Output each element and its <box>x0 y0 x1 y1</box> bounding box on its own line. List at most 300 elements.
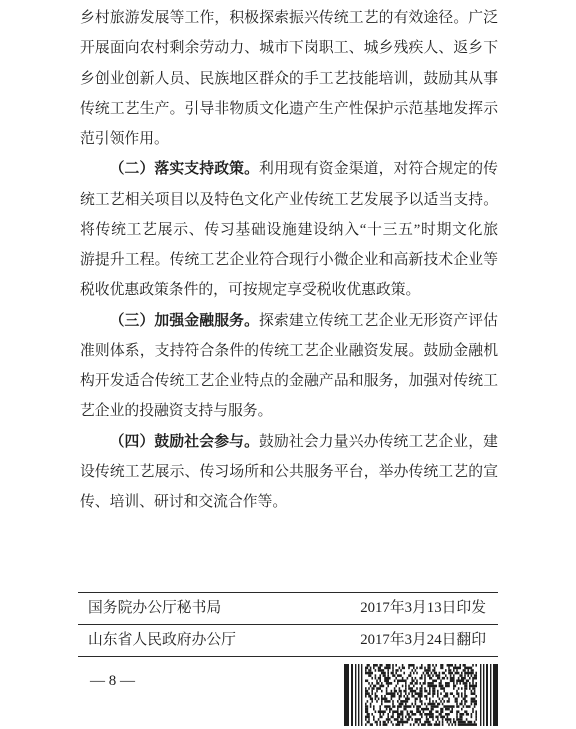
barcode-module <box>443 700 445 703</box>
barcode-module <box>427 723 432 726</box>
barcode-module <box>432 679 437 682</box>
barcode-module <box>379 713 381 716</box>
barcode-module <box>464 695 467 698</box>
barcode-module <box>371 682 373 685</box>
barcode-module <box>466 713 469 716</box>
barcode-module <box>450 721 452 724</box>
barcode-module <box>450 677 455 680</box>
barcode-module <box>432 669 435 672</box>
barcode-module <box>392 713 394 716</box>
barcode-module <box>365 723 367 726</box>
barcode-module <box>461 672 463 675</box>
barcode-module <box>424 679 426 682</box>
barcode-module <box>378 698 380 701</box>
barcode-module <box>464 667 472 670</box>
barcode-module <box>387 721 389 724</box>
text-line <box>80 427 498 457</box>
barcode-module <box>439 685 444 688</box>
barcode-module <box>375 674 377 677</box>
barcode-module <box>391 721 393 724</box>
barcode-module <box>375 669 377 672</box>
reprint-date: 2017年3月24日翻印 <box>360 632 486 648</box>
barcode-module <box>475 713 477 716</box>
barcode-module <box>411 718 413 721</box>
barcode-module <box>427 703 435 706</box>
barcode-module <box>370 698 373 701</box>
barcode-guard-bar <box>358 664 359 726</box>
barcode-module <box>458 687 460 690</box>
barcode-module <box>440 679 442 682</box>
barcode-module <box>440 716 445 719</box>
text-line <box>80 154 498 184</box>
barcode-module <box>447 700 450 703</box>
barcode-module <box>423 682 426 685</box>
barcode-module <box>375 692 377 695</box>
barcode-module <box>450 710 453 713</box>
barcode-module <box>443 705 454 708</box>
barcode-module <box>387 713 389 716</box>
barcode-module <box>386 692 396 695</box>
barcode-module <box>410 710 413 713</box>
barcode-module <box>383 721 386 724</box>
barcode-module <box>365 703 367 706</box>
barcode-module <box>397 716 400 719</box>
barcode-module <box>472 679 474 682</box>
barcode-guard-bar <box>351 664 353 726</box>
barcode-module <box>423 710 425 713</box>
section-heading: （二）落实支持政策。 <box>109 161 260 178</box>
barcode-module <box>381 700 383 703</box>
barcode-module <box>453 685 456 688</box>
barcode-module <box>365 695 367 698</box>
barcode-module <box>463 698 466 701</box>
barcode-module <box>456 716 458 719</box>
text-line: 将传统工艺展示、传习基础设施建设纳入“十三五”时期文化旅 <box>80 221 498 238</box>
barcode-module <box>464 672 474 675</box>
barcode-module <box>395 723 400 726</box>
barcode-module <box>411 713 416 716</box>
barcode-module <box>402 685 404 688</box>
barcode-module <box>456 682 458 685</box>
barcode-module <box>413 685 415 688</box>
barcode-module <box>365 672 373 675</box>
section-heading: （三）加强金融服务。 <box>109 312 260 329</box>
barcode-module <box>455 672 460 675</box>
barcode-module <box>397 713 403 716</box>
barcode-module <box>370 723 373 726</box>
barcode-module <box>365 687 367 690</box>
barcode-module <box>450 674 452 677</box>
barcode-module <box>368 682 370 685</box>
barcode-module <box>403 705 411 708</box>
barcode-module <box>397 679 407 682</box>
barcode-module <box>424 687 426 690</box>
barcode-module <box>423 672 425 675</box>
barcode-module <box>421 674 423 677</box>
barcode-module <box>474 690 476 693</box>
barcode-module <box>456 710 459 713</box>
barcode-module <box>411 679 414 682</box>
barcode-module <box>399 690 402 693</box>
barcode-module <box>421 708 429 711</box>
barcode-module <box>373 667 375 670</box>
barcode-module <box>421 685 423 688</box>
barcode-module <box>410 723 412 726</box>
barcode-module <box>371 677 373 680</box>
barcode-module <box>435 710 438 713</box>
barcode-module <box>371 690 373 693</box>
barcode-module <box>445 713 450 716</box>
barcode-module <box>453 674 455 677</box>
barcode-module <box>402 677 404 680</box>
barcode-module <box>368 687 370 690</box>
barcode-module <box>472 687 475 690</box>
barcode-module <box>418 723 420 726</box>
barcode-module <box>400 710 403 713</box>
barcode-module <box>402 723 404 726</box>
barcode-module <box>440 664 443 667</box>
barcode-module <box>432 687 435 690</box>
page-number: — 8 — <box>90 673 135 689</box>
barcode-module <box>445 674 447 677</box>
barcode-module <box>464 710 467 713</box>
barcode-module <box>471 669 474 672</box>
barcode-module <box>405 698 410 701</box>
barcode-module <box>419 667 422 670</box>
text-line: 准则体系，支持符合条件的传统工艺企业融资发展。鼓励金融机 <box>80 342 498 359</box>
barcode-module <box>415 718 421 721</box>
barcode-module <box>471 713 473 716</box>
barcode-module <box>432 674 434 677</box>
barcode-module <box>378 718 380 721</box>
barcode-module <box>475 664 477 667</box>
barcode-module <box>421 723 426 726</box>
barcode-module <box>405 687 407 690</box>
barcode-module <box>386 664 391 667</box>
barcode-module <box>427 692 430 695</box>
barcode-module <box>368 674 371 677</box>
barcode-module <box>399 703 404 706</box>
barcode-guard-bar <box>344 664 349 726</box>
barcode-module <box>439 721 441 724</box>
barcode-module <box>456 718 462 721</box>
barcode-module <box>395 664 397 667</box>
barcode-module <box>370 685 372 688</box>
barcode-module <box>464 692 466 695</box>
barcode-module <box>419 700 422 703</box>
barcode-module <box>431 672 433 675</box>
barcode-module <box>392 710 398 713</box>
barcode-module <box>413 705 415 708</box>
barcode-module <box>453 687 455 690</box>
barcode-module <box>429 690 431 693</box>
barcode-module <box>427 664 430 667</box>
barcode-module <box>387 672 389 675</box>
barcode-module <box>459 703 462 706</box>
barcode-module <box>450 692 453 695</box>
barcode-module <box>384 695 386 698</box>
barcode-module <box>472 710 474 713</box>
barcode-module <box>405 692 407 695</box>
barcode-module <box>383 674 386 677</box>
barcode-module <box>426 672 429 675</box>
barcode-module <box>415 677 417 680</box>
barcode-module <box>410 682 413 685</box>
barcode-module <box>435 664 437 667</box>
text-line: 传、培训、研讨和交流合作等。 <box>80 494 288 510</box>
barcode-module <box>415 703 417 706</box>
barcode-module <box>373 716 375 719</box>
barcode-module <box>464 685 467 688</box>
barcode-module <box>431 705 439 708</box>
barcode-module <box>461 708 463 711</box>
barcode-module <box>447 716 449 719</box>
barcode-module <box>456 713 458 716</box>
barcode-module <box>403 708 406 711</box>
barcode-module <box>407 713 410 716</box>
barcode-module <box>424 690 427 693</box>
barcode-module <box>434 672 437 675</box>
text-line: 艺企业的投融资支持与服务。 <box>80 403 273 420</box>
barcode-module <box>395 685 397 688</box>
barcode-module <box>469 687 471 690</box>
barcode-module <box>437 692 439 695</box>
barcode-module <box>440 667 443 670</box>
barcode-module <box>432 690 435 693</box>
barcode-module <box>391 672 394 675</box>
barcode-module <box>368 695 371 698</box>
text-span: 鼓励社会力量兴办传统工艺企业，建 <box>259 433 498 450</box>
barcode-module <box>440 708 443 711</box>
barcode-module <box>370 705 372 708</box>
barcode-module <box>384 679 389 682</box>
barcode-module <box>432 692 435 695</box>
barcode-module <box>407 695 409 698</box>
text-line: 传统工艺生产。引导非物质文化遗产生产性保护示范基地发挥示 <box>80 100 498 117</box>
barcode-module <box>442 698 444 701</box>
barcode-module <box>469 677 471 680</box>
footer-rule-middle <box>78 624 498 625</box>
barcode-module <box>437 677 440 680</box>
barcode-module <box>424 695 427 698</box>
barcode-module <box>410 690 416 693</box>
barcode-module <box>475 672 477 675</box>
barcode-module <box>475 682 477 685</box>
barcode-module <box>378 667 381 670</box>
barcode-module <box>375 698 377 701</box>
barcode-module <box>365 690 368 693</box>
barcode-module <box>365 716 370 719</box>
barcode-module <box>397 708 399 711</box>
barcode-module <box>455 664 457 667</box>
text-span: 探索建立传统工艺企业无形资产评估 <box>259 312 498 329</box>
barcode-module <box>424 677 426 680</box>
barcode-module <box>453 667 461 670</box>
barcode-module <box>471 703 473 706</box>
document-body <box>80 3 498 517</box>
barcode-module <box>391 690 393 693</box>
barcode-module <box>395 677 397 680</box>
barcode-module <box>424 721 430 724</box>
barcode-module <box>439 713 442 716</box>
barcode-module <box>415 682 418 685</box>
barcode-module <box>451 708 453 711</box>
barcode-module <box>415 669 417 672</box>
barcode-module <box>373 718 375 721</box>
barcode-module <box>429 677 432 680</box>
barcode-module <box>442 672 445 675</box>
barcode-module <box>440 700 442 703</box>
barcode-module <box>469 685 477 688</box>
barcode-module <box>426 698 428 701</box>
barcode-module <box>416 710 421 713</box>
barcode-module <box>397 692 399 695</box>
barcode-module <box>408 692 410 695</box>
barcode-module <box>386 687 388 690</box>
barcode-module <box>397 674 402 677</box>
barcode-module <box>463 664 466 667</box>
barcode-module <box>435 674 440 677</box>
barcode-module <box>466 718 468 721</box>
barcode-module <box>379 685 384 688</box>
barcode-module <box>403 672 405 675</box>
barcode-module <box>408 664 414 667</box>
barcode-module <box>447 664 453 667</box>
text-line: 开展面向农村剩余劳动力、城市下岗职工、城乡残疾人、返乡下 <box>80 40 498 57</box>
barcode-module <box>442 723 444 726</box>
barcode-module <box>381 698 387 701</box>
issue-date: 2017年3月13日印发 <box>360 600 486 616</box>
barcode-module <box>379 716 382 719</box>
barcode-module <box>456 679 464 682</box>
barcode-module <box>472 677 477 680</box>
barcode-module <box>451 723 453 726</box>
barcode-module <box>427 682 433 685</box>
barcode-module <box>402 667 405 670</box>
barcode-module <box>455 723 457 726</box>
barcode-module <box>395 669 398 672</box>
barcode-module <box>370 703 372 706</box>
barcode-module <box>427 674 430 677</box>
section-3-paragraph <box>80 306 498 427</box>
barcode-module <box>365 667 368 670</box>
barcode-module <box>389 708 392 711</box>
barcode-module <box>471 690 473 693</box>
barcode-module <box>408 716 411 719</box>
barcode-module <box>376 690 378 693</box>
barcode-module <box>455 698 458 701</box>
barcode-module <box>440 687 445 690</box>
barcode-module <box>447 721 449 724</box>
barcode-module <box>463 705 465 708</box>
barcode-module <box>365 705 368 708</box>
barcode-module <box>383 713 385 716</box>
barcode-module <box>448 698 450 701</box>
barcode-module <box>373 705 375 708</box>
barcode-module <box>408 674 411 677</box>
barcode-module <box>463 669 466 672</box>
barcode-module <box>456 669 458 672</box>
barcode-module <box>400 669 402 672</box>
barcode-module <box>400 718 403 721</box>
barcode-module <box>376 687 381 690</box>
barcode-guard-bar <box>486 664 488 726</box>
barcode-module <box>365 692 370 695</box>
barcode-module <box>365 708 368 711</box>
barcode-module <box>459 682 461 685</box>
barcode-module <box>429 698 431 701</box>
barcode-module <box>392 705 395 708</box>
barcode-module <box>381 690 383 693</box>
barcode-guard-bar <box>361 664 362 726</box>
barcode-module <box>411 677 413 680</box>
barcode-module <box>415 721 418 724</box>
barcode-module <box>448 723 450 726</box>
barcode-module <box>416 687 418 690</box>
barcode-module <box>458 695 460 698</box>
barcode-module <box>392 723 394 726</box>
barcode-module <box>407 718 410 721</box>
barcode-module <box>427 685 437 688</box>
barcode-module <box>475 716 477 719</box>
barcode-module <box>367 700 369 703</box>
barcode-module <box>424 667 426 670</box>
barcode-module <box>453 695 455 698</box>
barcode-module <box>397 705 402 708</box>
barcode-module <box>471 700 477 703</box>
barcode-module <box>411 692 413 695</box>
barcode-module <box>437 718 439 721</box>
barcode-module <box>424 674 426 677</box>
barcode-module <box>397 721 408 724</box>
barcode-module <box>379 664 382 667</box>
barcode-module <box>440 692 442 695</box>
barcode-module <box>399 695 402 698</box>
barcode-module <box>424 669 430 672</box>
barcode-module <box>445 685 450 688</box>
barcode-module <box>474 705 476 708</box>
barcode-module <box>448 672 453 675</box>
barcode-module <box>461 695 463 698</box>
barcode-module <box>415 698 418 701</box>
barcode-module <box>367 664 370 667</box>
barcode-module <box>461 677 466 680</box>
barcode-module <box>448 669 451 672</box>
barcode-module <box>378 669 384 672</box>
barcode-module <box>387 674 389 677</box>
barcode-module <box>421 716 423 719</box>
barcode-guard-bar <box>480 664 481 726</box>
barcode-module <box>405 716 407 719</box>
barcode-module <box>463 682 468 685</box>
text-line: 范引领作用。 <box>80 131 169 147</box>
barcode-module <box>466 705 471 708</box>
barcode-module <box>443 690 445 693</box>
barcode-module <box>376 679 378 682</box>
barcode-module <box>458 721 466 724</box>
barcode-module <box>410 672 412 675</box>
barcode-module <box>445 708 450 711</box>
barcode-module <box>466 679 469 682</box>
barcode-module <box>424 713 434 716</box>
barcode-module <box>394 690 397 693</box>
barcode-module <box>421 703 423 706</box>
barcode-guard-bar <box>490 664 491 726</box>
barcode-module <box>459 713 464 716</box>
barcode-module <box>447 677 449 680</box>
text-line: 构开发适合传统工艺企业特点的金融产品和服务，加强对传统工 <box>80 373 498 389</box>
barcode-module <box>415 700 417 703</box>
